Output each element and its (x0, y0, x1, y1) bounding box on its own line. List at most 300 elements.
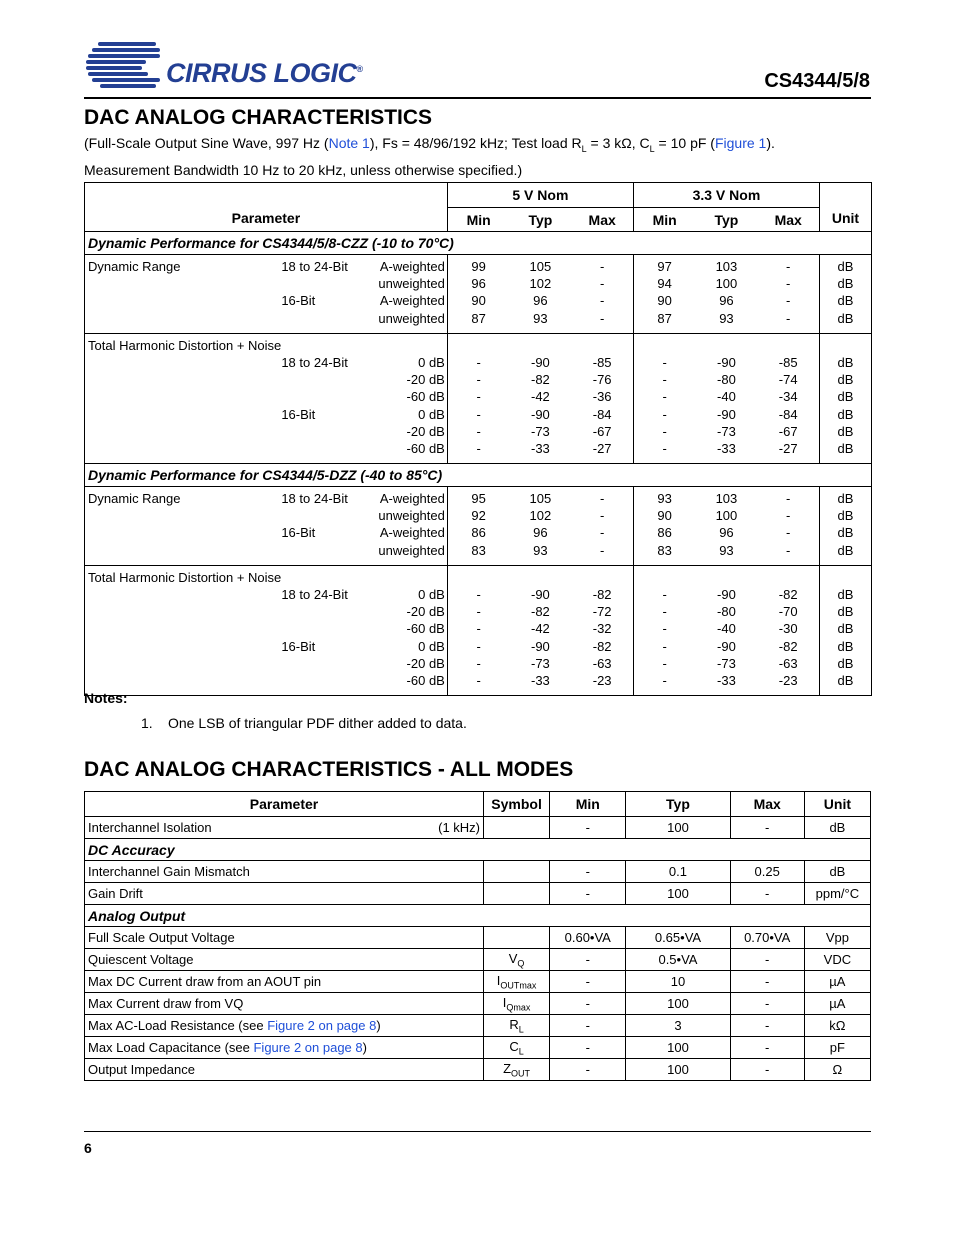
value: -84 (778, 406, 798, 422)
param-label: Interchannel Isolation (88, 820, 212, 835)
value: dB (837, 354, 854, 370)
header-max: Max (588, 211, 616, 228)
col2-cell (281, 487, 357, 566)
value (281, 672, 357, 689)
header-typ: Typ (626, 792, 730, 817)
symbol: I (502, 994, 507, 1010)
value: -70 (778, 604, 798, 620)
subtitle-line2: Measurement Bandwidth 10 Hz to 20 kHz, unless otherwise specified.) (84, 161, 523, 178)
value: 96 (533, 293, 548, 309)
value: - (662, 638, 667, 654)
value: - (662, 440, 667, 456)
min3-cell (633, 487, 695, 566)
subtitle-text: = 10 pF ( (654, 135, 715, 151)
spacer (695, 569, 757, 586)
value: - (662, 423, 667, 439)
header-unit: Unit (804, 792, 870, 817)
value: - (662, 389, 667, 405)
symbol-cell (484, 883, 550, 905)
typ3-cell (695, 333, 757, 463)
max-cell: - (730, 1015, 804, 1037)
section-analog-output: Analog Output (85, 905, 871, 927)
value: - (599, 542, 605, 558)
param-label: Max AC-Load Resistance (see (88, 1018, 268, 1033)
typ-cell: 100 (626, 817, 730, 839)
value: 93 (719, 310, 734, 326)
max-cell: - (730, 971, 804, 993)
value: - (476, 672, 481, 688)
table-row-block (85, 333, 872, 463)
value: 97 (657, 259, 672, 274)
param-name: Total Harmonic Distortion + Noise (88, 337, 282, 353)
value (281, 423, 357, 440)
value: -36 (592, 389, 612, 405)
value: 102 (529, 508, 552, 524)
value: - (476, 423, 481, 439)
unit-cell: dB (804, 861, 870, 883)
value: dB (837, 638, 854, 654)
value: - (476, 638, 481, 654)
table-row (85, 1037, 871, 1059)
section-title-all-modes: DAC ANALOG CHARACTERISTICS - ALL MODES (84, 758, 574, 781)
value: -90 (717, 354, 736, 370)
param-label: Max DC Current draw from an AOUT pin (85, 971, 484, 993)
value: -27 (778, 440, 798, 456)
value (281, 388, 357, 405)
value: dB (837, 276, 854, 292)
section-dc-accuracy: DC Accuracy (85, 839, 871, 861)
header-unit: Unit (819, 183, 871, 232)
spacer (281, 337, 357, 354)
param-label: Full Scale Output Voltage (85, 927, 484, 949)
spacer (357, 337, 447, 354)
param-name: Dynamic Range (88, 491, 181, 507)
value: -33 (530, 672, 550, 688)
value: dB (837, 587, 854, 602)
part-number: CS4344/5/8 (764, 70, 870, 92)
value: -27 (592, 440, 612, 456)
value: -90 (530, 406, 550, 422)
value: - (786, 508, 791, 524)
value: 99 (471, 259, 486, 274)
value: 96 (471, 276, 486, 292)
value: - (662, 406, 667, 422)
value: -82 (530, 604, 550, 620)
param-label: Interchannel Gain Mismatch (85, 861, 484, 883)
note-1-number: 1. (141, 715, 153, 731)
col2-cell (281, 565, 357, 695)
value: 83 (471, 542, 486, 558)
col3-cell (357, 565, 447, 695)
value: 87 (657, 310, 672, 326)
cirrus-logo-icon (84, 38, 170, 94)
value (281, 310, 357, 327)
max5-cell (571, 487, 633, 566)
min5-cell (447, 255, 509, 334)
value (281, 620, 357, 637)
param-label: ) (376, 1018, 381, 1033)
value: 0 dB (418, 406, 445, 422)
max5-cell (571, 333, 633, 463)
footer-rule (84, 1131, 871, 1132)
value: dB (837, 372, 854, 388)
symbol-cell (484, 1037, 550, 1059)
min-cell: - (550, 883, 626, 905)
min-cell: - (550, 993, 626, 1015)
value: - (599, 508, 605, 524)
col2-cell (281, 255, 357, 334)
param-label: ) (362, 1040, 367, 1055)
spacer (634, 569, 696, 586)
value: 18 to 24-Bit (281, 587, 348, 602)
spacer (757, 569, 819, 586)
value: - (786, 276, 791, 292)
unit-cell: Vpp (804, 927, 870, 949)
symbol-sub: OUT (511, 1068, 531, 1079)
typ5-cell (509, 333, 571, 463)
max-cell: - (730, 817, 804, 839)
param-name: Total Harmonic Distortion + Noise (88, 569, 282, 585)
spacer (571, 569, 633, 586)
value: 86 (657, 525, 672, 541)
symbol-sub: OUTmax (500, 980, 537, 991)
value: 18 to 24-Bit (281, 354, 348, 370)
value: -30 (778, 621, 798, 637)
value: 87 (471, 310, 486, 326)
value: -20 dB (406, 655, 445, 671)
value: 93 (533, 310, 548, 326)
value: 16-Bit (281, 638, 316, 654)
value: - (662, 655, 667, 671)
value: A-weighted (379, 259, 445, 274)
param-name: Dynamic Range (88, 259, 181, 274)
symbol-sub: Q (517, 958, 525, 969)
subtitle-text: (Full-Scale Output Sine Wave, 997 Hz ( (84, 135, 329, 151)
notes-title: Notes: (84, 690, 128, 706)
name-cell (85, 565, 282, 695)
value: 0 dB (418, 587, 445, 602)
min5-cell (447, 487, 509, 566)
value: 0 dB (418, 638, 445, 654)
value: - (476, 354, 481, 370)
value: 18 to 24-Bit (281, 491, 348, 507)
value: -32 (592, 621, 612, 637)
value: - (476, 372, 481, 388)
value: - (786, 491, 791, 507)
section-row-dzz: Dynamic Performance for CS4344/5-DZZ (-40 to 85°C) (85, 464, 872, 487)
typ-cell: 100 (626, 1059, 730, 1081)
min3-cell (633, 255, 695, 334)
value: -90 (530, 587, 550, 602)
value: -20 dB (406, 604, 445, 620)
param-condition: (1 kHz) (438, 820, 480, 835)
value: dB (837, 672, 854, 688)
spacer (820, 337, 871, 354)
max3-cell (757, 565, 819, 695)
value: dB (837, 423, 854, 439)
logo (84, 38, 384, 96)
max-cell: - (730, 949, 804, 971)
value: - (786, 259, 791, 274)
logo-text: CIRRUS LOGIC (166, 58, 357, 88)
value: -40 (717, 389, 736, 405)
unit-cell: µA (804, 993, 870, 1015)
param-label: Quiescent Voltage (85, 949, 484, 971)
subscript: L (649, 143, 655, 154)
value: 96 (533, 525, 548, 541)
symbol: C (509, 1038, 519, 1054)
value: 95 (471, 491, 486, 507)
table-row (85, 1059, 871, 1081)
value: A-weighted (379, 491, 445, 507)
subtitle-text: = 3 kΩ, C (586, 135, 650, 151)
value: 90 (471, 293, 486, 309)
value: -72 (592, 604, 612, 620)
value: - (786, 293, 791, 309)
spacer (634, 337, 696, 354)
max-cell: 0.25 (730, 861, 804, 883)
value: -90 (717, 587, 736, 602)
value: 86 (471, 525, 486, 541)
symbol-cell (484, 949, 550, 971)
value: dB (837, 508, 854, 524)
symbol-cell (484, 993, 550, 1015)
value: - (662, 672, 667, 688)
value: - (476, 389, 481, 405)
value: - (599, 525, 605, 541)
value: -73 (717, 423, 736, 439)
value: -90 (530, 638, 550, 654)
value: -73 (530, 655, 550, 671)
spacer (509, 337, 571, 354)
spacer (695, 337, 757, 354)
value: - (599, 276, 605, 292)
table-row (85, 1015, 871, 1037)
value: -85 (778, 354, 798, 370)
min-cell: - (550, 949, 626, 971)
symbol-cell (484, 927, 550, 949)
value: -82 (778, 638, 798, 654)
value: -67 (778, 423, 798, 439)
spacer (820, 569, 871, 586)
symbol-cell (484, 971, 550, 993)
value: 18 to 24-Bit (281, 259, 348, 274)
section-title: DAC ANALOG CHARACTERISTICS (84, 106, 433, 129)
max-cell: - (730, 993, 804, 1015)
value: - (599, 491, 605, 507)
unit-cell: pF (804, 1037, 870, 1059)
value: -90 (717, 406, 736, 422)
value: 102 (529, 276, 552, 292)
value: - (476, 440, 481, 456)
header-max: Max (774, 211, 802, 228)
value: -82 (530, 372, 550, 388)
value: -42 (530, 621, 550, 637)
symbol-sub: L (518, 1046, 524, 1057)
value: -90 (530, 354, 550, 370)
value: 96 (719, 525, 734, 541)
max5-cell (571, 255, 633, 334)
value: dB (837, 604, 854, 620)
unit-cell (819, 565, 871, 695)
value: - (476, 621, 481, 637)
table-row-block (85, 255, 872, 334)
value: dB (837, 440, 854, 456)
value: -23 (592, 672, 612, 688)
value: - (476, 604, 481, 620)
figure-1-link[interactable]: Figure 1 (714, 135, 767, 151)
name-cell (85, 333, 282, 463)
typ-cell: 10 (626, 971, 730, 993)
max3-cell (757, 333, 819, 463)
value: -80 (717, 604, 736, 620)
header-5v: 5 V Nom (447, 183, 633, 208)
col3-cell (357, 487, 447, 566)
spacer (509, 569, 571, 586)
param-label: Gain Drift (85, 883, 484, 905)
value: -73 (530, 423, 550, 439)
value: 83 (657, 542, 672, 558)
typ-cell: 0.1 (626, 861, 730, 883)
value: 16-Bit (281, 525, 316, 541)
name-cell (85, 487, 282, 566)
symbol: R (509, 1016, 519, 1032)
unit-cell (819, 333, 871, 463)
value: -73 (717, 655, 736, 671)
subtitle-text: ), Fs = 48/96/192 kHz; Test load R (369, 135, 582, 151)
min-cell: - (550, 861, 626, 883)
value: -82 (592, 638, 612, 654)
spacer (448, 569, 510, 586)
max3-cell (757, 255, 819, 334)
value: dB (837, 542, 854, 558)
value: 92 (471, 508, 486, 524)
value (281, 655, 357, 672)
section-row-czz: Dynamic Performance for CS4344/5/8-CZZ (-10 to 70°C) (85, 232, 872, 255)
unit-cell (819, 487, 871, 566)
symbol-cell (484, 1059, 550, 1081)
value: -42 (530, 389, 550, 405)
value: 93 (533, 542, 548, 558)
value: -60 dB (406, 389, 445, 405)
unit-cell (819, 255, 871, 334)
value: dB (837, 389, 854, 405)
value: dB (837, 491, 854, 507)
note-1-link[interactable]: Note 1 (328, 135, 370, 151)
figure-2-link[interactable]: Figure 2 on page 8 (253, 1040, 363, 1055)
value (281, 371, 357, 388)
typ-cell: 0.65•VA (626, 927, 730, 949)
header-max: Max (730, 792, 804, 817)
spacer (357, 569, 447, 586)
typ-cell: 100 (626, 883, 730, 905)
value: - (662, 587, 667, 602)
unit-cell: dB (804, 817, 870, 839)
header-min: Min (447, 208, 509, 232)
header-parameter: Parameter (231, 210, 301, 226)
min-cell: - (550, 1037, 626, 1059)
symbol-cell (484, 861, 550, 883)
symbol-sub: Qmax (506, 1002, 531, 1013)
min5-cell (447, 565, 509, 695)
note-1-text: One LSB of triangular PDF dither added to data. (168, 715, 467, 731)
typ-cell: 100 (626, 1037, 730, 1059)
spacer (448, 337, 510, 354)
min3-cell (633, 333, 695, 463)
header-min: Min (550, 792, 626, 817)
typ-cell: 100 (626, 993, 730, 1015)
value: - (786, 525, 791, 541)
value: - (662, 604, 667, 620)
table-row (85, 883, 871, 905)
param-cell (85, 1015, 484, 1037)
spacer (571, 337, 633, 354)
table-row (85, 817, 871, 839)
value: - (476, 655, 481, 671)
value: -63 (778, 655, 798, 671)
table-row (85, 993, 871, 1015)
unit-cell: ppm/°C (804, 883, 870, 905)
symbol: Z (503, 1060, 512, 1076)
unit-cell: µA (804, 971, 870, 993)
value: dB (837, 259, 854, 274)
col3-cell (357, 255, 447, 334)
dac-characteristics-table (84, 182, 872, 696)
value: dB (837, 310, 854, 326)
value: - (476, 406, 481, 422)
value: 90 (657, 293, 672, 309)
typ-cell: 0.5•VA (626, 949, 730, 971)
value (281, 440, 357, 457)
value: -85 (592, 354, 612, 370)
value: 93 (657, 491, 672, 507)
value: unweighted (378, 276, 445, 292)
figure-2-link[interactable]: Figure 2 on page 8 (267, 1018, 377, 1033)
param-cell (85, 817, 484, 839)
value (281, 275, 357, 292)
param-label: Output Impedance (85, 1059, 484, 1081)
unit-cell: VDC (804, 949, 870, 971)
max-cell: - (730, 1059, 804, 1081)
symbol: V (508, 950, 518, 966)
name-cell (85, 255, 282, 334)
header-33v: 3.3 V Nom (633, 183, 819, 208)
value: 103 (715, 259, 738, 274)
header-typ: Typ (528, 211, 553, 228)
table-row (85, 971, 871, 993)
spacer (281, 569, 357, 586)
col3-cell (357, 333, 447, 463)
value: unweighted (378, 542, 445, 558)
min-cell: - (550, 1059, 626, 1081)
param-label: Max Current draw from VQ (85, 993, 484, 1015)
table-row (85, 949, 871, 971)
typ5-cell (509, 565, 571, 695)
value: A-weighted (379, 525, 445, 541)
min-cell: 0.60•VA (550, 927, 626, 949)
value: - (786, 542, 791, 558)
value: -60 dB (406, 621, 445, 637)
max3-cell (757, 487, 819, 566)
page-number: 6 (84, 1140, 92, 1156)
all-modes-table (84, 791, 871, 1081)
value: unweighted (378, 310, 445, 326)
value: -33 (717, 672, 736, 688)
value: dB (837, 621, 854, 637)
max5-cell (571, 565, 633, 695)
registered-mark: ® (356, 64, 363, 74)
value: 90 (657, 508, 672, 524)
